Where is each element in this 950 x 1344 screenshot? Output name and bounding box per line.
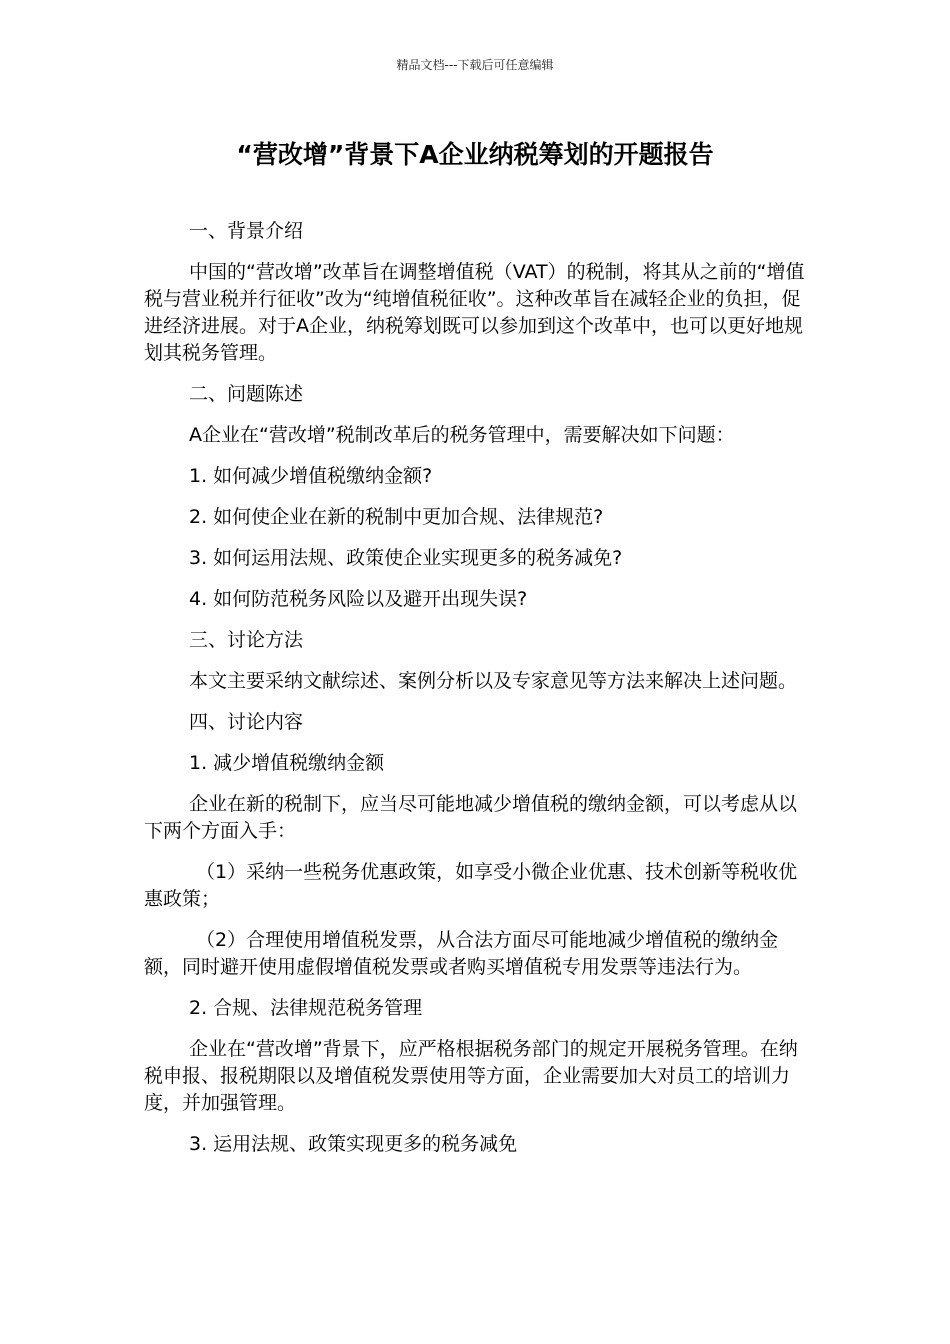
document-title: “营改增”背景下A企业纳税筹划的开题报告	[236, 140, 714, 169]
document-body	[144, 218, 806, 1172]
section-heading-background: 一、背景介绍	[189, 220, 304, 242]
subsection-1-point-1: （1）采纳一些税务优惠政策，如享受小微企业优惠、技术创新等税收优惠政策；	[144, 861, 798, 910]
background-paragraph: 中国的“营改增”改革旨在调整增值税（VAT）的税制，将其从之前的“增值税与营业税并行征收”改为“纯增值税征收”。这种改革旨在减轻企业的负担，促进经济进展。对于A企业，纳税筹划既可以参加到这个改革中，也可以更好地规划其税务管理。	[144, 261, 805, 364]
subsection-heading-2: 2. 合规、法律规范税务管理	[189, 997, 423, 1019]
section-heading-method: 三、讨论方法	[189, 629, 304, 651]
problem-item-1: 1. 如何减少增值税缴纳金额?	[189, 465, 433, 487]
section-heading-problem: 二、问题陈述	[189, 383, 304, 405]
problem-item-4: 4. 如何防范税务风险以及避开出现失误?	[189, 588, 528, 610]
problem-item-3: 3. 如何运用法规、政策使企业实现更多的税务减免?	[189, 547, 623, 569]
method-paragraph: 本文主要采纳文献综述、案例分析以及专家意见等方法来解决上述问题。	[189, 670, 798, 692]
problem-item-2: 2. 如何使企业在新的税制中更加合规、法律规范?	[189, 506, 604, 528]
section-heading-content: 四、讨论内容	[189, 711, 304, 733]
header-note: 精品文档---下载后可任意编辑	[396, 58, 554, 72]
subsection-heading-1: 1. 减少增值税缴纳金额	[189, 752, 385, 774]
subsection-2-paragraph: 企业在“营改增”背景下，应严格根据税务部门的规定开展税务管理。在纳税申报、报税期限以及增值税发票使用等方面，企业需要加大对员工的培训力度，并加强管理。	[144, 1038, 798, 1114]
subsection-heading-3: 3. 运用法规、政策实现更多的税务减免	[189, 1133, 518, 1155]
subsection-1-point-2: （2）合理使用增值税发票，从合法方面尽可能地减少增值税的缴纳金额，同时避开使用虚假增值税发票或者购买增值税专用发票等违法行为。	[144, 929, 779, 978]
subsection-1-paragraph: 企业在新的税制下，应当尽可能地减少增值税的缴纳金额，可以考虑从以下两个方面入手：	[144, 793, 798, 842]
problem-intro: A企业在“营改增”税制改革后的税务管理中，需要解决如下问题：	[189, 424, 735, 446]
